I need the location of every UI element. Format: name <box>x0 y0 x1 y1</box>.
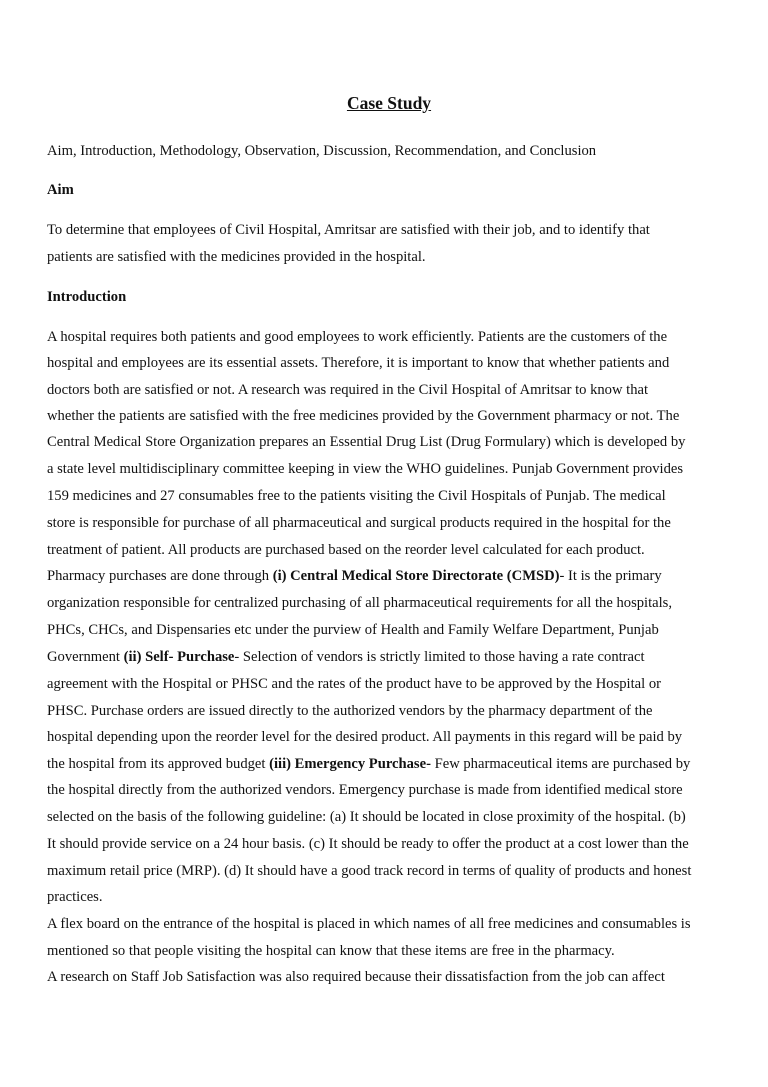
intro-line: treatment of patient. All products are purchased based on the reorder level calculated for each product. <box>47 542 645 558</box>
intro-line: It should provide service on a 24 hour basis. (c) It should be ready to offer the product at a cost lower than the <box>47 836 689 852</box>
intro-line-emergency-purchase <box>47 755 731 773</box>
text-run: Few pharmaceutical items are purchased by <box>430 756 691 772</box>
intro-line: organization responsible for centralized purchasing of all pharmaceutical requirements for all the hospitals, <box>47 595 673 611</box>
intro-line: A flex board on the entrance of the hospital is placed in which names of all free medicines and consumables is <box>47 916 691 932</box>
introduction-heading: Introduction <box>47 289 127 305</box>
aim-line: patients are satisfied with the medicines provided in the hospital. <box>47 249 426 265</box>
text-run: the hospital from its approved budget <box>47 756 270 772</box>
text-run: Government <box>47 649 124 665</box>
intro-line: hospital and employees are its essential assets. Therefore, it is important to know that whether patients and <box>47 355 670 371</box>
intro-line: PHCs, CHCs, and Dispensaries etc under the purview of Health and Family Welfare Department, Punjab <box>47 622 659 638</box>
intro-line: Central Medical Store Organization prepares an Essential Drug List (Drug Formulary) which is developed by <box>47 434 686 450</box>
aim-heading: Aim <box>47 182 74 198</box>
bold-term-self-purchase: (ii) Self- Purchase <box>123 649 235 665</box>
intro-line: 159 medicines and 27 consumables free to the patients visiting the Civil Hospitals of Punjab. The medical <box>47 488 666 504</box>
text-run: - It is the primary <box>559 568 662 584</box>
intro-line: the hospital directly from the authorized vendors. Emergency purchase is made from identified medical store <box>47 782 683 798</box>
intro-line: store is responsible for purchase of all pharmaceutical and surgical products required in the hospital for the <box>47 515 671 531</box>
document-subtitle: Aim, Introduction, Methodology, Observation, Discussion, Recommendation, and Conclusion <box>47 143 597 159</box>
intro-line: mentioned so that people visiting the hospital can know that these items are free in the pharmacy. <box>47 943 615 959</box>
intro-line: doctors both are satisfied or not. A research was required in the Civil Hospital of Amritsar to know that <box>47 382 649 398</box>
intro-line: hospital depending upon the reorder level for the desired product. All payments in this regard will be paid by <box>47 729 683 745</box>
text-run: - Selection of vendors is strictly limited to those having a rate contract <box>234 649 645 665</box>
intro-line: maximum retail price (MRP). (d) It should have a good track record in terms of quality of products and honest <box>47 863 692 879</box>
intro-line: a state level multidisciplinary committee keeping in view the WHO guidelines. Punjab Government provides <box>47 461 684 477</box>
intro-line: practices. <box>47 889 103 905</box>
aim-line: To determine that employees of Civil Hospital, Amritsar are satisfied with their job, and to identify that <box>47 222 650 238</box>
intro-line: A hospital requires both patients and good employees to work efficiently. Patients are the customers of the <box>47 329 668 345</box>
intro-line: A research on Staff Job Satisfaction was also required because their dissatisfaction from the job can affect <box>47 969 665 985</box>
intro-line: agreement with the Hospital or PHSC and the rates of the product have to be approved by the Hospital or <box>47 676 661 692</box>
intro-line: PHSC. Purchase orders are issued directly to the authorized vendors by the pharmacy department of the <box>47 703 653 719</box>
intro-line-cmsd <box>47 567 731 585</box>
intro-line: whether the patients are satisfied with the free medicines provided by the Government pharmacy or not. The <box>47 408 680 424</box>
text-run: Pharmacy purchases are done through <box>47 568 273 584</box>
bold-term-emergency-purchase: (iii) Emergency Purchase- <box>269 756 431 772</box>
bold-term-cmsd: (i) Central Medical Store Directorate (CMSD) <box>272 568 560 584</box>
intro-line-self-purchase <box>47 648 731 666</box>
intro-line: selected on the basis of the following guideline: (a) It should be located in close proximity of the hospital. (b) <box>47 809 686 825</box>
document-title: Case Study <box>346 93 432 113</box>
